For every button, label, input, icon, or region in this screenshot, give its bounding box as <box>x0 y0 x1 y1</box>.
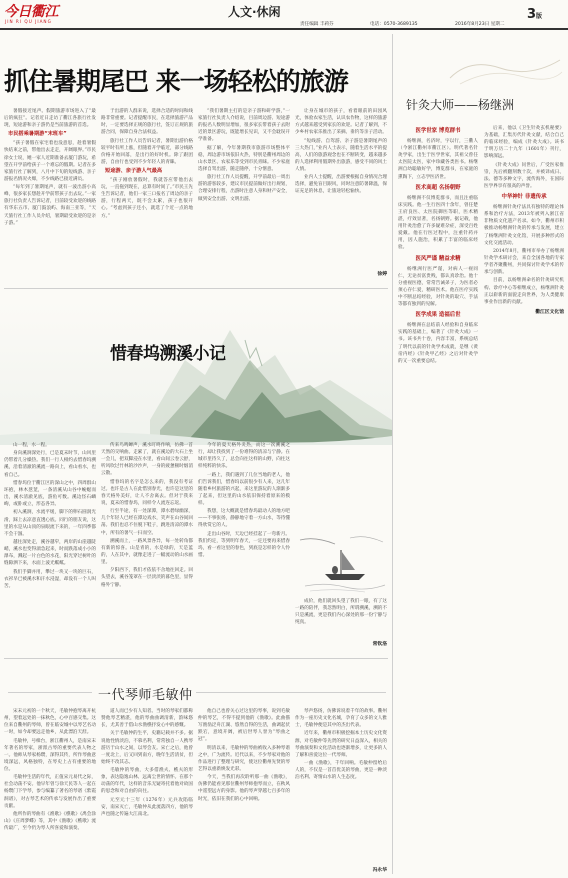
article-3-author: 冯永华 <box>372 868 387 873</box>
article-1-col-3 <box>198 108 290 283</box>
paragraph: 关于毛敏仲的生平，史籍记载并不多。据说他性情淡泊，不慕名利，常常独自一人携琴游历于山水之间，以琴会友。宋亡之后，他曾一度北上，后又回到南方，晚年生活清贫，但始终不改其志。 <box>101 731 193 765</box>
paragraph: “孩子暑假在家宅着也没意思，趁着暑假快结束之前，带他出去走走，开阔眼界。”市民徐女士说，她一家人近期准备去厦门游玩，希望在开学前给孩子一个难忘的假期。记者在多家旅行社了解到，八月中下旬的短线游、亲子游报名情况火爆，不少线路已接近满员。 <box>4 141 96 182</box>
paragraph: 溯溪而上，一路风景各异，每一处转角都有新的惊喜。山是青的，水是绿的，天是蓝的，人在其中，就像走进了一幅流动的山水画里。 <box>101 538 193 566</box>
article-1-col-4 <box>295 108 387 283</box>
cloud-ornament-image <box>440 38 564 88</box>
section-title: 人文·休闲 <box>228 5 281 19</box>
subheading: 短途游、亲子游人气最高 <box>105 167 163 174</box>
paragraph: 2014年8月，衢州市举办了杨继洲针灸学术研讨会，来自全国各地的专家学者齐聚衢州，共同探讨针灸学术的传承与创新。 <box>484 248 564 276</box>
paragraph: 走出山谷时，天边已经挂起了一弯新月。我们约定，等到明年春天，一定还要再来惜春坞，看一看这里的春色，到底是怎样的令人怜惜。 <box>198 531 290 558</box>
boat-painting <box>295 530 388 596</box>
title-rule-left <box>8 692 92 693</box>
paragraph: 暑假接近尾声。假期旅游市场进入了“最后的疯狂”。记者近日走访了衢江各旅行社发现，短途游和亲子游仍是当前旅游的首选。 <box>4 109 96 129</box>
paragraph: 山一程，水一程。 <box>13 443 50 448</box>
paragraph: 他所作的琴曲有《渔歌》《樵歌》《禹会涂山》《庄周梦蝶》等，其中《渔歌》《樵歌》流传最广，至今仍为琴人所喜爱和演奏。 <box>4 811 96 832</box>
article-2-author: 常钦洛 <box>372 642 387 647</box>
article-2-col-4 <box>295 598 387 638</box>
paragraph: 元至元十三年（1276年）元兵攻陷临安，南宋灭亡，毛敏仲从此流落四方，他的琴声也随之传遍大江南北。 <box>101 797 193 817</box>
article-1-col-1 <box>4 108 96 283</box>
landscape-photo <box>0 300 392 445</box>
paragraph: 成价，他们就回头望了我们一眼，有了这一路的陪伴，我忽然明白，所谓溯溪，溯的不只是溪流，更是我们内心深处的那一份宁静与纯真。 <box>295 599 387 626</box>
paragraph: “孩子刚放暑假时，我就答应带他出去玩，一直拖到现在，总算有时间了。”市民王先生告诉记者，他们一家三口报名了周边的亲子游，行程两天，既不会太累，孩子也很开心。“考虑到孩子还小，就选了个近一点的地方。” <box>101 178 193 219</box>
article-3-col-1 <box>4 708 96 876</box>
paragraph: 杨继洲行医严谨，对病人一视同仁，无论贫富贵贱，都认真诊治。他十分重视医德，常常告诫弟子，为医者必须心存仁爱，精研医术。他在医疗实践中不断总结经验，对针灸的取穴、手法等都有独到的见解。 <box>398 266 478 308</box>
paragraph: 近年来，衢州市积极挖掘本土历史文化资源，对毛敏仲等先贤的研究日益深入，相关的琴曲演奏和文化活动也逐渐增多，让更多的人了解和喜爱这位一代琴师。 <box>295 731 387 758</box>
paragraph: “每年到了暑期尾声，就有一波出游小高峰，很多家长想趁开学前带孩子出去玩。”一家旅行社负责人告诉记者，目前较受欢迎的线路有华东五市、厦门鼓浪屿、海南三亚等，“天天旅行社工作人员介绍，暑期最受欢迎的是亲子游。” <box>4 185 96 226</box>
paragraph: 明清以来，毛敏仲的琴曲被收入多种琴谱之中，广为流传。近代以来，不少琴家对他的作品进行了整理与研究，使这位衢州先贤的琴艺得以重新焕发光彩。 <box>198 745 290 772</box>
masthead-logo: 今日衢江 <box>4 4 58 20</box>
paragraph: 一路上，我们遇到了几位当地的老人，他们告诉我们，惜春坞以前很少有人来，这几年随着乡村旅游的兴起，来这里游玩的人渐渐多了起来，但这里的山水依旧保持着原来的模样。 <box>198 472 290 506</box>
paragraph: 毛敏仲的琴曲，大多借渔夫、樵夫的形象，表达隐逸山林、远离尘世的情怀。在那个动荡的年代，这样的音乐无疑寄托着他对故国的思念和对自由的向往。 <box>101 768 193 795</box>
landscape-painting-image <box>0 300 392 445</box>
masthead-logo-pinyin: JIN RI QU JIANG <box>5 19 52 24</box>
paragraph: 旅行社工作人员提醒，开学前最后一周出游的游客较多，建议市民提前做好出行规划，合理安排行程，出游时注意人身和财产安全，做到安全出游、文明出游。 <box>198 175 290 202</box>
paragraph: 杨继洲不仅博览群书，而且注重临床实践。他一生行医四十余年，曾任楚王府良医、太医院御医等职，医术精湛，疗效显著，名扬朝野。据记载，他用针灸治愈了许多疑难杂症，深受百姓爱戴。他在行医过程中，注重针药并用，因人施治，积累了丰富的临床经验。 <box>398 195 478 251</box>
paragraph: 他自己也曾关心过这里的琴事，说到毛敏仲的琴艺，不得不提到他的《渔歌》。此曲描写渔翁泛舟江湖、悠然自得的生活，曲调起伏跌宕，意境开阔，被后世琴人誉为“琴曲之冠”。 <box>198 709 290 743</box>
paragraph: 行至半途，有一处深潭，潭水碧绿幽深，几个年轻人已经在潭边戏水，笑声在山谷间回荡。我们也忍不住脱下鞋子，跳进清凉的潭水中，所有的暑气一扫而空。 <box>101 509 193 536</box>
paragraph: 杨继洲针灸疗法具有独特的理论体系和治疗方法，2013年被列入浙江省非物质文化遗产名录。如今，衢州市积极推动杨继洲针灸的传承与发展，建立了杨继洲针灸文化馆，开展多种形式的文化交流活动。 <box>484 205 564 246</box>
paragraph: 今天，当我们再次聆听那一曲《渔歌》，仿佛仍能看见那位衢州琴师抱琴而立，在秋风中遥望远方的身影。他的琴声穿越七百多年的时光，依旧在我们的心中回响。 <box>198 775 290 802</box>
paragraph: 杨继洲，名济时，字以行，三衢人（今浙江衢州市衢江区）。明代著名针灸学家，出生于医学世家，其祖父曾任太医院太医，家中珍藏各类医书。杨继洲自幼聪敏好学，博览群书，在家庭的熏陶下，立志学医济世。 <box>398 139 478 180</box>
subheading: 医术高超 名扬朝野 <box>415 184 461 191</box>
paragraph: 宋末元初的一个秋天，毛敏仲抱琴离开杭州，望着远处的一抹秋色，心中百感交集。这位来自衢州的琴师，曾在临安城中以琴艺名动一时，如今却要远走他乡，从此漂泊天涯。 <box>4 709 96 736</box>
boat-painting-image <box>295 530 388 596</box>
article-2-col-1 <box>4 442 96 654</box>
paragraph: 杨继洲在总结前人经验和自身临床实践的基础上，编著了《针灸大成》一书。该书共十卷，内容丰富，系统总结了明代以前的针灸学术成就，是继《黄帝内经》《针灸甲乙经》之后对针灸学的又一次重要总结。 <box>398 323 478 364</box>
paragraph: 琴声悠扬，仿佛诉说着千年的故事。衢州作为一座历史文化名城，孕育了众多的文人雅士，毛敏仲便是其中的杰出代表。 <box>295 709 387 729</box>
page-number-value: 3 <box>527 7 537 22</box>
paragraph: 传来鸟鸣蝉声，溪水叮咚作响，仿佛一首天然的交响曲。走累了，就在溪边的大石上坐一会儿，把双脚浸在水里，看山间云卷云舒，听风吹过竹林的沙沙声，一身的疲惫顿时烟消云散。 <box>101 443 193 477</box>
divider <box>4 658 388 659</box>
article-4-col-1 <box>398 125 478 875</box>
editor-line: 责任编辑 丰莉芬 <box>300 22 334 27</box>
subheading: 市民搭乘暑期游“末班车” <box>8 131 67 138</box>
subheading: 医学成果 造福后世 <box>415 312 461 319</box>
paragraph: 目前，以杨继洲命名的针灸研究机构、诊疗中心等相继成立，杨继洲针灸正以崭新的面貌走向世界，为人类健康事业作出新的贡献。 <box>484 278 564 305</box>
paragraph: 身向溪涧深处行，已是夏末时节，山风里仍带着几分燥热。我们一行人相约去惜春坞溯溪，沿着清澈的溪流一路向上，看山看水，也看自己。 <box>4 451 96 478</box>
article-2-col-3 <box>198 442 290 654</box>
article-3-title: 一代琴师毛敏仲 <box>98 688 193 703</box>
title-rule-right <box>196 692 386 693</box>
masthead-rule <box>0 28 568 30</box>
paragraph: 越往深处走，溪谷越窄，两岸的山崖越陡峭，溪水也变得湍急起来，时而跌落成小小的瀑布，溅起一片白色的水花，阳光穿过树叶的缝隙洒下来，水面上波光粼粼。 <box>4 539 96 567</box>
column-divider <box>392 34 393 874</box>
paragraph: “我们暑期主打的是亲子游和研学游，”一家旅行社负责人介绍说，目前周边游、短途游的报名人数明显增加，很多家长带着孩子去附近的景区游玩，既能增长见识，又不会耽误开学准备。 <box>198 109 290 143</box>
paragraph: 于出游的人群来说，选择合适的时间和线路非常重要。记者提醒市民，在选择旅游产品时，一定要选择正规的旅行社，签订正规的旅游合同，保障自身合法权益。 <box>101 109 193 136</box>
article-1-title: 抓住暑期尾巴 来一场轻松的旅游 <box>4 67 348 96</box>
article-1-col-2 <box>101 108 193 283</box>
paragraph: 毛敏仲，号樟台，浙江衢州人，是南宋末年著名的琴家，浙派古琴的重要代表人物之一。他师从琴家杨缵，深得其传，所作琴曲意境深远，风格独特，在琴史上占有重要的地位。 <box>4 738 96 772</box>
subheading: 医风严谨 精益求精 <box>415 255 461 262</box>
paragraph: 惜春坞的名字是怎么来的，我没有考证过。也许是古人在此惜别春光，也许是这里的春天格外美好，让人不舍离去。但对于我来说，夏末的惜春坞，同样令人流连忘返。 <box>101 479 193 506</box>
divider <box>4 288 388 289</box>
page-number-label: 版 <box>536 13 543 20</box>
paragraph: 业内人士提醒，出游要根据自身情况合理选择，避免盲目跟风，同时注意防暑降温，保证充足的休息，让旅途轻松愉快。 <box>295 175 387 195</box>
date-line: 2016年8月23日 星期二 <box>455 22 505 27</box>
paragraph: 我想，这大概就是惜春坞最动人的地方吧——不事张扬，静静地守着一方山水，等待懂得欣赏它的人。 <box>198 509 290 529</box>
subheading: 中华神针 非遗传承 <box>501 194 547 201</box>
paragraph: 《针灸大成》问世后，广受医家推崇，先后被翻刻数十次，并被译成日、法、德等多种文字，流传海外，在国际医学界享有很高的声誉。 <box>484 162 564 189</box>
paragraph: 后来，他以《卫生针灸玄机秘要》为基础，汇集历代针灸文献，结合自己的临床经验，编成《针灸大成》。该书于明万历二十九年（1601年）刊行，影响深远。 <box>484 126 564 160</box>
paragraph: 惜春坞位于衢江区的深山之中，四周群山环抱，林木葱茏，一条清溪从山谷中蜿蜒而出，溪水清澈见底，游鱼可数。溪边怪石嶙峋，或卧或立，形态各异。 <box>4 480 96 508</box>
article-2-col-2 <box>101 442 193 654</box>
paragraph: 道人而已少有人知者。当时的琴家们都称赞他琴艺精湛，他的琴曲曲调清新，韵味悠长，尤其善于借山水渔樵抒发心中的感慨。 <box>101 709 193 729</box>
paragraph: 毛敏仲生活的年代，正值宋元易代之际，社会动荡不安。他早年曾与徐天民等人一起在杨缵门下学琴，参与编纂了著名的琴谱《紫霞洞谱》，对古琴艺术的传承与发展作出了重要贡献。 <box>4 775 96 809</box>
page-number <box>527 3 542 22</box>
paragraph: 我们手脚并用，攀过一块又一块的巨石，衣衫早已被溪水和汗水浸湿，却没有一个人叫苦。 <box>4 569 96 589</box>
article-2-title: 惜春坞溯溪小记 <box>110 344 226 364</box>
phone-line: 电话：0570-3689135 <box>370 22 418 27</box>
decorative-cloud-ornament <box>440 38 564 88</box>
article-4-title: 针灸大师——杨继洲 <box>406 98 515 112</box>
paragraph: 旅行社工作人员告诉记者，暑期出游价格较平时有所上涨，但随着开学临近，部分线路价格开始回落，是出行的好时机。除了跟团游，自由行也受到不少年轻人的青睐。 <box>101 138 193 165</box>
masthead <box>0 0 568 28</box>
article-3-col-4 <box>295 708 387 868</box>
article-3-col-2 <box>101 708 193 876</box>
paragraph: 据了解，今年暑期我市旅游市场整体平稳，周边游市场依旧火热，特别是衢州周边的山水景区、农家乐等受到市民青睐。不少家庭选择自驾出游，随走随停，十分惬意。 <box>198 145 290 172</box>
subheading: 医学世家 博览群书 <box>415 128 461 134</box>
article-4-col-2 <box>484 125 564 875</box>
paragraph: 初入溪涧，水流平缓，脚下的卵石圆润光滑，踩上去凉意直透心底。同行的朋友说，这里的水是从山顶的泉眼流下来的，一年四季都不会干涸。 <box>4 510 96 537</box>
paragraph: 今年的夏天格外炎热，而这一次溯溪之行，却让我找到了一份难得的清凉与宁静。在城市里待久了，总会向往这样的山野，向往这样纯粹的快乐。 <box>198 443 290 470</box>
article-3-col-3 <box>198 708 290 876</box>
paragraph: 夕阳西下，我们才依依不舍地往回走。回头望去，溪谷笼罩在一层淡淡的暮色里，显得格外宁静。 <box>101 568 193 588</box>
paragraph: 让身在城市的孩子，看着眼前的田园风光，体验农家生活，认识农作物，这样的旅游方式越来越受到家长的欢迎。记者了解到，不少乡村农家乐推出了采摘、垂钓等亲子活动。 <box>295 109 387 136</box>
paragraph: 一曲《渔歌》，千年回响。毛敏仲留给后人的，不仅是一首首优美的琴曲，更是一种淡泊名利、寄情山水的人生态度。 <box>295 761 387 781</box>
paragraph: “短线游、自驾游、亲子游是暑期尾声的三大热门，”业内人士表示，随着生活水平的提高，人们的旅游观念也在不断转变，越来越多的人选择利用假期外出旅游，感受不同的风土人情。 <box>295 138 387 172</box>
article-4-author: 衢江区文化馆 <box>535 309 564 315</box>
article-1-author: 徐婷 <box>377 272 387 277</box>
